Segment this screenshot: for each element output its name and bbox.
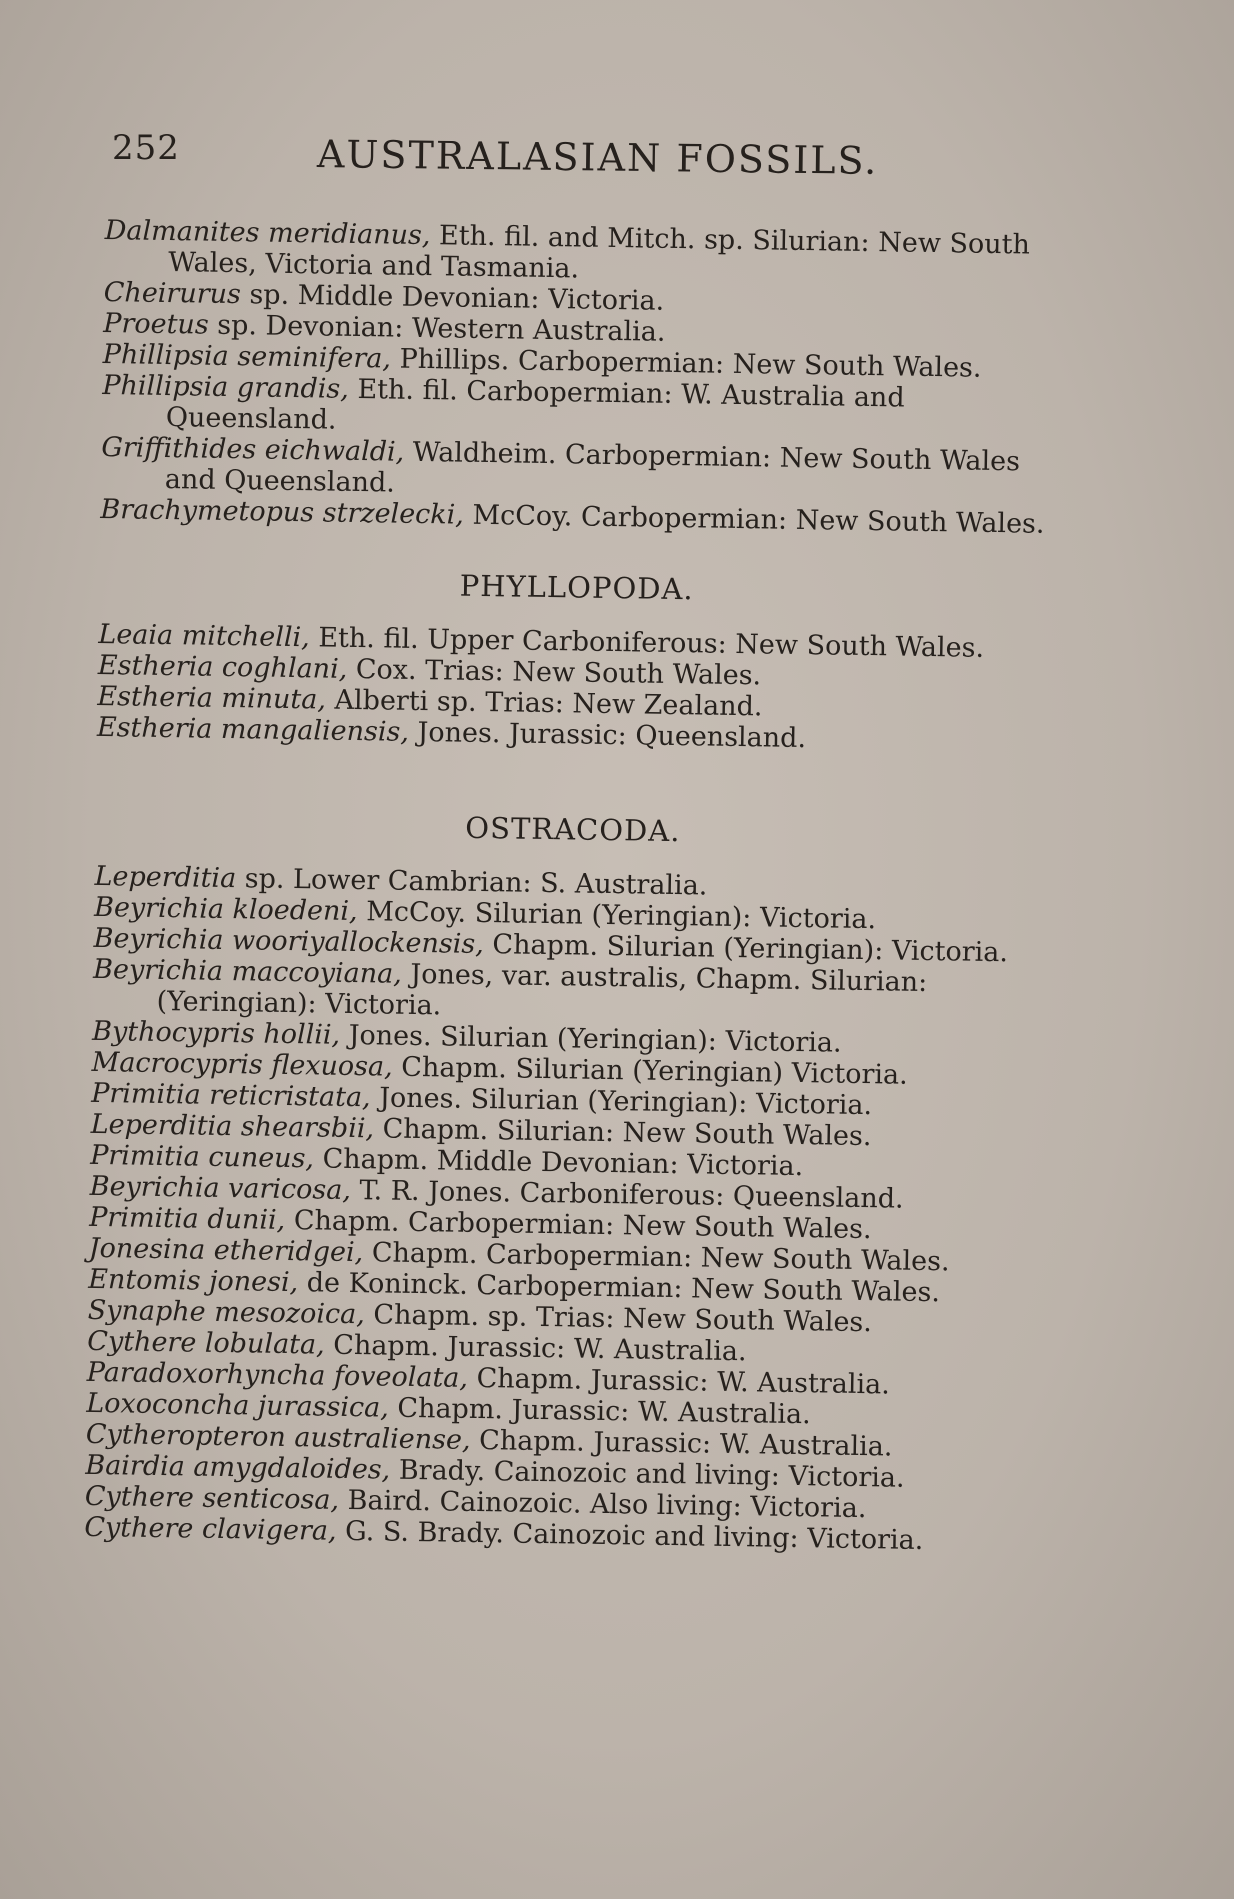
species-name: Beyrichia maccoyiana, <box>92 953 403 990</box>
species-name: Brachymetopus strzelecki, <box>100 493 465 531</box>
species-details: Alberti sp. Trias: New Zealand. <box>325 684 763 723</box>
species-name: Leperditia <box>94 860 237 895</box>
species-details: Chapm. Middle Devonian: Victoria. <box>313 1143 804 1183</box>
species-details: Chapm. Silurian: New South Wales. <box>373 1113 872 1153</box>
species-name: Cythere lobulata, <box>87 1325 325 1361</box>
species-details: Baird. Cainozoic. Also living: Victoria. <box>338 1484 867 1525</box>
species-name: Cheirurus <box>103 276 242 311</box>
species-details: sp. Devonian: Western Australia. <box>208 309 666 348</box>
species-details: Eth. fil. Carbopermian: W. Australia and Queensland. <box>165 373 905 436</box>
species-details: Chapm. Jurassic: W. Australia. <box>388 1392 811 1431</box>
species-name: Primitia cuneus, <box>89 1139 315 1175</box>
page-number: 252 <box>112 128 180 168</box>
species-details: Chapm. Jurassic: W. Australia. <box>324 1329 747 1368</box>
species-details: Chapm. Jurassic: W. Australia. <box>470 1424 893 1463</box>
species-name: Bythocypris hollii, <box>91 1015 341 1051</box>
species-name: Estheria coghlani, <box>97 649 348 685</box>
species-name: Proetus <box>103 307 209 341</box>
species-details: Chapm. Silurian (Yeringian): Victoria. <box>483 929 1009 969</box>
species-name: Estheria mangaliensis, <box>96 711 410 748</box>
section-heading-phyllopoda: PHYLLOPODA. <box>459 568 694 607</box>
species-details: Eth. fil. Upper Carboniferous: New South Wales. <box>309 622 985 664</box>
species-name: Jonesina etheridgei, <box>88 1232 364 1269</box>
species-name: Bairdia amygdaloides, <box>85 1449 391 1486</box>
species-details: Cox. Trias: New South Wales. <box>347 653 762 692</box>
species-name: Phillipsia seminifera, <box>102 338 392 375</box>
species-details: Jones. Silurian (Yeringian): Victoria. <box>370 1082 873 1122</box>
species-details: sp. Lower Cambrian: S. Australia. <box>235 863 708 902</box>
species-name: Primitia reticristata, <box>90 1077 371 1114</box>
species-details: Chapm. Jurassic: W. Australia. <box>467 1362 891 1401</box>
species-details: Chapm. Carbopermian: New South Wales. <box>285 1204 872 1246</box>
ostracoda-list <box>84 861 1050 1558</box>
species-name: Cythere clavigera, <box>84 1511 337 1547</box>
species-details: Phillips. Carbopermian: New South Wales. <box>390 343 982 384</box>
species-name: Synaphe mesozoica, <box>87 1294 366 1331</box>
species-name: Cytheropteron australiense, <box>85 1418 471 1456</box>
species-details: Chapm. Silurian (Yeringian) Victoria. <box>392 1051 909 1091</box>
species-name: Leperditia shearsbii, <box>90 1108 375 1145</box>
species-name: Loxoconcha jurassica, <box>86 1387 390 1424</box>
species-details: sp. Middle Devonian: Victoria. <box>240 279 665 317</box>
species-details: de Koninck. Carbopermian: New South Wales. <box>297 1267 941 1309</box>
species-details: T. R. Jones. Carboniferous: Queensland. <box>350 1174 904 1215</box>
species-details: McCoy. Carbopermian: New South Wales. <box>463 499 1045 540</box>
species-details: Waldheim. Carbopermian: New South Wales and Queensland. <box>164 436 1021 499</box>
running-title: AUSTRALASIAN FOSSILS. <box>316 132 879 183</box>
species-name: Beyrichia kloedeni, <box>93 891 358 928</box>
species-name: Dalmanites meridianus, <box>104 215 431 252</box>
trilobite-list <box>100 215 1060 540</box>
species-name: Cythere senticosa, <box>84 1480 340 1516</box>
species-details: Brady. Cainozoic and living: Victoria. <box>390 1454 905 1494</box>
species-name: Leaia mitchelli, <box>98 618 311 654</box>
species-details: Jones, var. australis, Chapm. Silurian: (Yeringian): Victoria. <box>156 958 928 1022</box>
species-details: McCoy. Silurian (Yeringian): Victoria. <box>357 896 877 936</box>
species-name: Phillipsia grandis, <box>102 369 350 405</box>
species-name: Entomis jonesi, <box>88 1263 299 1299</box>
species-name: Beyrichia wooriyallockensis, <box>93 922 485 961</box>
species-details: G. S. Brady. Cainozoic and living: Victoria. <box>336 1515 924 1557</box>
species-details: Eth. fil. and Mitch. sp. Silurian: New South Wales, Victoria and Tasmania. <box>168 220 1031 285</box>
species-name: Paradoxorhyncha foveolata, <box>86 1356 469 1394</box>
species-details: Jones. Jurassic: Queensland. <box>408 716 807 755</box>
species-name: Primitia dunii, <box>89 1201 286 1236</box>
species-details: Jones. Silurian (Yeringian): Victoria. <box>339 1019 842 1059</box>
species-name: Macrocypris flexuosa, <box>91 1046 393 1083</box>
species-name: Beyrichia varicosa, <box>89 1170 352 1206</box>
species-details: Chapm. sp. Trias: New South Wales. <box>364 1299 873 1339</box>
phyllopoda-list <box>97 619 1054 758</box>
species-details: Chapm. Carbopermian: New South Wales. <box>363 1237 950 1278</box>
section-heading-ostracoda: OSTRACODA. <box>465 810 681 849</box>
page-body <box>84 215 1060 1558</box>
species-name: Estheria minuta, <box>97 680 327 716</box>
species-name: Griffithides eichwaldi, <box>101 431 405 468</box>
page-header <box>112 120 1072 183</box>
